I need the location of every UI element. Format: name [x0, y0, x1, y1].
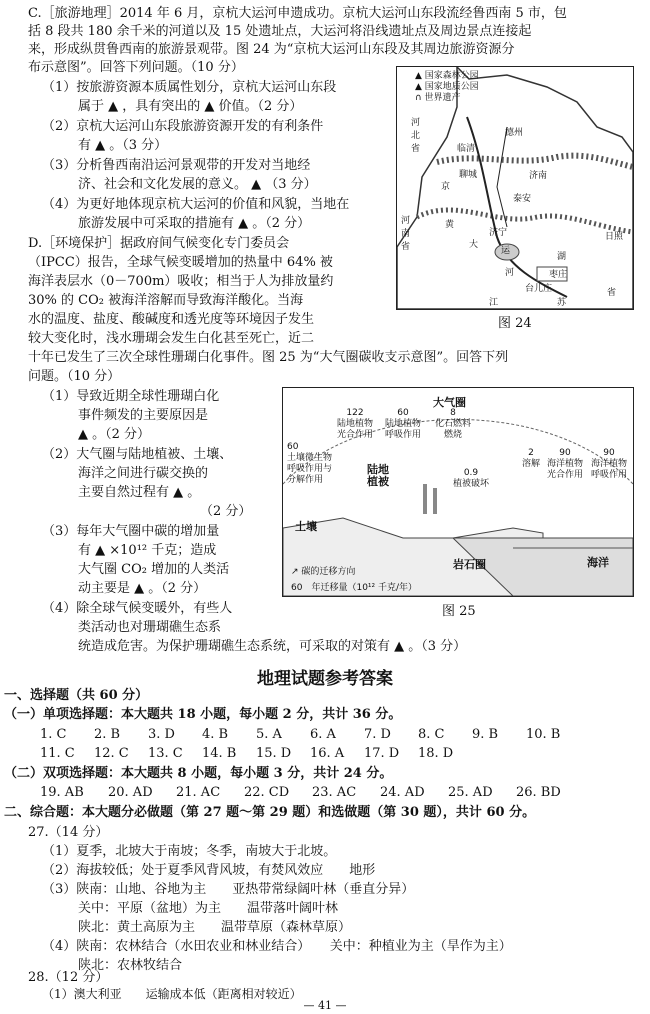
map-label: 德州 — [505, 128, 524, 138]
answer: 18. D — [418, 746, 454, 761]
figure-24-caption: 图 24 — [498, 316, 532, 331]
flow-item: 90 海洋植物呼吸作用 — [590, 448, 627, 480]
flow-item: 60 陆地植物呼吸作用 — [384, 408, 421, 440]
map-label: 苏 — [557, 298, 567, 308]
land-vegetation-label: 陆地植被 — [367, 463, 389, 488]
answer: 24. AD — [380, 785, 425, 800]
figure-25-caption: 图 25 — [442, 604, 476, 619]
answer: 13. C — [148, 746, 183, 761]
part-one-heading: 一、选择题（共 60 分） — [4, 688, 149, 703]
map-label: 河南省 — [401, 216, 411, 252]
map-label: 济宁 — [489, 228, 508, 238]
double-answers-row — [40, 785, 584, 801]
answer: 4. B — [202, 727, 229, 742]
map-label: 聊城 — [459, 170, 478, 180]
answer: 26. BD — [516, 785, 561, 800]
section-d-line: （IPCC）报告，全球气候变暖增加的热量中 64% 被 — [28, 255, 333, 270]
single-answers-row-2 — [40, 746, 472, 762]
legend-heritage: ∩ 世界遗产 — [415, 93, 461, 103]
section-d-line: ▲ 。（2 分） — [78, 427, 151, 442]
map-label: 枣庄 — [549, 270, 568, 280]
section-d-line: 有 ▲ ×10¹² 千克；造成 — [78, 543, 217, 558]
ocean-label: 海洋 — [587, 556, 609, 569]
answer: 14. B — [202, 746, 237, 761]
section-c-line: 括 8 段共 180 余千米的河道以及 15 处遗址点，大运河将沿线遗址点及周边景点连接起 — [28, 24, 532, 39]
section-c-line: （1）按旅游资源本质属性划分，京杭大运河山东段 — [42, 80, 337, 95]
q27-line: 陕北：农林牧结合 — [78, 958, 183, 973]
section-d-line: 主要自然过程有 ▲ 。 — [78, 485, 201, 500]
section-d-line: 较大变化时，浅水珊瑚会发生白化甚至死亡，近二 — [28, 331, 315, 346]
section-d-line: D.［环境保护］据政府间气候变化专门委员会 — [28, 236, 290, 251]
answer: 22. CD — [244, 785, 290, 800]
map-label: 日照 — [605, 232, 624, 242]
section-c-line: C.［旅游地理］2014 年 6 月，京杭大运河申遗成功。京杭大运河山东段流经鲁西南 5 市，包 — [28, 6, 567, 21]
q27-line: （3）陕南：山地、谷地为主 亚热带常绿阔叶林（垂直分异） — [42, 882, 415, 897]
q27-line: 27.（14 分） — [28, 825, 109, 840]
q27-line: （2）海拔较低；处于夏季风背风坡，有焚风效应 地形 — [42, 863, 376, 878]
flow-item: 8 化石燃料燃烧 — [434, 408, 471, 440]
single-choice-heading: （一）单项选择题：本大题共 18 小题，每小题 2 分，共计 36 分。 — [4, 707, 402, 722]
section-d-line: （3）每年大气圈中碳的增加量 — [42, 524, 220, 539]
part-two-heading: 二、综合题：本大题分必做题（第 27 题～第 29 题）和选做题（第 30 题），共计 60 分。 — [4, 805, 536, 820]
section-c-line: （4）为更好地体现京杭大运河的价值和风貌，当地在 — [42, 197, 350, 212]
section-d-line: 事件频发的主要原因是 — [78, 408, 209, 423]
section-c-line: 有 ▲ 。（3 分） — [78, 138, 168, 153]
answer: 21. AC — [176, 785, 221, 800]
answer: 23. AC — [312, 785, 357, 800]
section-d-line: 大气圈 CO₂ 增加的人类活 — [78, 562, 230, 577]
answer: 2. B — [94, 727, 121, 742]
map-label: 临清 — [457, 144, 476, 154]
section-d-line: （2）大气圈与陆地植被、土壤、 — [42, 447, 233, 462]
single-answers-row-1 — [40, 727, 580, 743]
section-d-line: 水的温度、盐度、酸碱度和透光度等环境因子发生 — [28, 312, 315, 327]
answer: 1. C — [40, 727, 67, 742]
map-legend — [415, 71, 479, 104]
answer: 17. D — [364, 746, 400, 761]
map-label: 省 — [607, 288, 617, 298]
legend-arrow: ↗ 碳的迁移方向 — [291, 567, 356, 577]
answer: 19. AB — [40, 785, 84, 800]
flow-item: 0.9 植被破坏 — [452, 468, 489, 489]
atmosphere-label: 大气圈 — [433, 396, 466, 409]
answer: 9. B — [472, 727, 499, 742]
answer: 6. A — [310, 727, 336, 742]
map-label: 大 — [469, 240, 479, 250]
section-c-line: （3）分析鲁西南沿运河景观带的开发对当地经 — [42, 158, 311, 173]
answer: 15. D — [256, 746, 292, 761]
legend-forest: ▲ 国家森林公园 — [415, 71, 479, 81]
section-d-line: 海洋之间进行碳交换的 — [78, 466, 209, 481]
section-d-line: 动主要是 ▲ 。（2 分） — [78, 581, 207, 596]
map-label: 黄 — [445, 220, 455, 230]
q28-line: （1）澳大利亚 运输成本低（距离相对较近） — [42, 987, 302, 1001]
section-c-line: 布示意图”。回答下列问题。（10 分） — [28, 60, 244, 75]
answer: 7. D — [364, 727, 391, 742]
map-label: 江 — [489, 298, 499, 308]
answer: 8. C — [418, 727, 445, 742]
q27-line: 陕北：黄土高原为主 温带草原（森林草原） — [78, 920, 352, 935]
answer: 12. C — [94, 746, 129, 761]
figure-24-map — [396, 66, 634, 310]
section-d-line: （2 分） — [200, 504, 252, 519]
section-d-line: 问题。（10 分） — [28, 369, 121, 384]
answer: 25. AD — [448, 785, 493, 800]
flow-item: 2 溶解 — [521, 448, 540, 469]
soil-label: 土壤 — [295, 520, 317, 533]
section-c-line: 旅游发展中可采取的措施有 ▲ 。（2 分） — [78, 216, 311, 231]
flow-item: 90 海洋植物光合作用 — [546, 448, 583, 480]
section-d-line: （1）导致近期全球性珊瑚白化 — [42, 389, 220, 404]
q27-line: 关中：平原（盆地）为主 温带落叶阔叶林 — [78, 901, 339, 916]
legend-geo: ▲ 国家地质公园 — [415, 82, 479, 92]
map-label: 济南 — [529, 171, 548, 181]
answer: 3. D — [148, 727, 175, 742]
map-label: 河北省 — [411, 118, 421, 154]
map-label: 河 — [505, 268, 515, 278]
section-c-line: 济、社会和文化发展的意义。 ▲ （3 分） — [78, 177, 317, 192]
answer: 5. A — [256, 727, 282, 742]
map-label: 台儿庄 — [525, 284, 553, 294]
section-c-line: 属于 ▲ ，具有突出的 ▲ 价值。（2 分） — [78, 99, 303, 114]
section-d-line: 类活动也对珊瑚礁生态系 — [78, 620, 222, 635]
q28-line: 28.（12 分） — [28, 970, 109, 985]
map-label: 运 — [501, 246, 511, 256]
answer: 10. B — [526, 727, 561, 742]
rock-label: 岩石圈 — [453, 558, 486, 571]
answer: 20. AD — [108, 785, 153, 800]
section-c-line: 来，形成纵贯鲁西南的旅游景观带。图 24 为“京杭大运河山东段及其周边旅游资源分 — [28, 42, 515, 57]
flow-item: 122 陆地植物光合作用 — [336, 408, 373, 440]
section-d-line: 海洋表层水（0－700m）吸收；相当于人为排放量约 — [28, 274, 334, 289]
legend-number: 60 年迁移量（10¹² 千克/年） — [291, 583, 418, 593]
section-c-line: （2）京杭大运河山东段旅游资源开发的有利条件 — [42, 119, 324, 134]
q27-line: （1）夏季，北坡大于南坡；冬季，南坡大于北坡。 — [42, 844, 337, 859]
section-d-line: 30% 的 CO₂ 被海洋溶解而导致海洋酸化。当海 — [28, 293, 304, 308]
page-number: — 41 — — [303, 999, 347, 1012]
section-d-line: 十年已发生了三次全球性珊瑚白化事件。图 25 为“大气圈碳收支示意图”。回答下列 — [28, 350, 509, 365]
q27-line: （4）陕南：农林结合（水田农业和林业结合） 关中：种植业为主（旱作为主） — [42, 939, 512, 954]
map-label: 泰安 — [513, 194, 532, 204]
map-label: 湖 — [557, 252, 567, 262]
flow-item: 60 土壤微生物呼吸作用与分解作用 — [287, 442, 333, 485]
double-choice-heading: （二）双项选择题：本大题共 8 小题，每小题 3 分，共计 24 分。 — [4, 766, 393, 781]
map-label: 京 — [441, 182, 451, 192]
section-d-line: 统造成危害。为保护珊瑚礁生态系统，可采取的对策有 ▲ 。（3 分） — [78, 639, 467, 654]
answer: 16. A — [310, 746, 345, 761]
figure-25-diagram — [282, 387, 634, 597]
answer: 11. C — [40, 746, 75, 761]
section-d-line: （4）除全球气候变暖外，有些人 — [42, 601, 233, 616]
answers-title: 地理试题参考答案 — [257, 669, 393, 689]
